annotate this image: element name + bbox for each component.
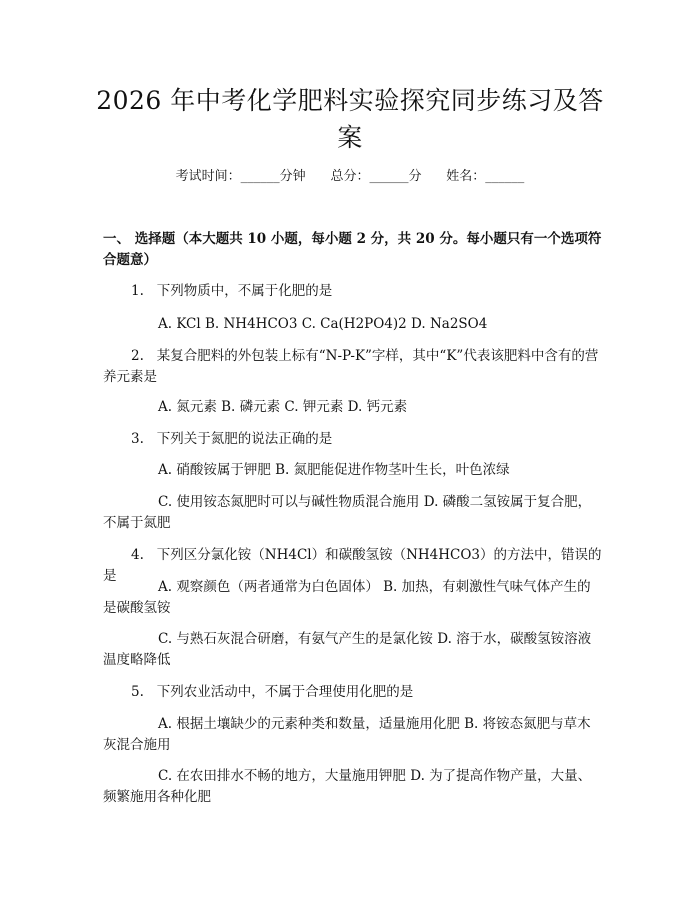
question-3-options-1: A. 硝酸铵属于钾肥 B. 氮肥能促进作物茎叶生长，叶色浓绿 — [158, 462, 510, 478]
question-5-options-1: A. 根据土壤缺少的元素种类和数量，适量施用化肥 B. 将铵态氮肥与草木灰混合施用 — [103, 716, 591, 753]
question-3-number: 3. — [131, 431, 144, 447]
question-4-options-1: A. 观察颜色（两者通常为白色固体） B. 加热，有刺激性气味气体产生的是碳酸氢铵 — [103, 579, 591, 616]
question-1-options: A. KCl B. NH4HCO3 C. Ca(H2PO4)2 D. Na2SO4 — [158, 316, 488, 332]
title-line-2: 案 — [337, 123, 363, 152]
question-4-stem: 下列区分氯化铵（NH4Cl）和碳酸氢铵（NH4HCO3）的方法中，错误的是 — [103, 547, 602, 584]
question-3 — [103, 429, 603, 450]
question-3-options-2: C. 使用铵态氮肥时可以与碱性物质混合施用 D. 磷酸二氢铵属于复合肥，不属于氮肥 — [103, 494, 592, 531]
section-1-heading: 一、 选择题（本大题共 10 小题，每小题 2 分，共 20 分。每小题只有一个选项符合题意） — [103, 231, 602, 268]
question-1 — [103, 281, 603, 302]
student-name-label: 姓名：______ — [446, 169, 525, 184]
question-4-number: 4. — [131, 547, 144, 563]
question-2-number: 2. — [131, 348, 144, 364]
question-5-options-2: C. 在农田排水不畅的地方，大量施用钾肥 D. 为了提高作物产量，大量、频繁施用各种化肥 — [103, 768, 592, 805]
question-1-stem: 下列物质中，不属于化肥的是 — [156, 283, 333, 299]
question-5-number: 5. — [131, 684, 144, 700]
question-2-stem: 某复合肥料的外包装上标有“N-P-K”字样，其中“K”代表该肥料中含有的营养元素是 — [103, 348, 599, 385]
question-1-number: 1. — [131, 283, 144, 299]
question-3-stem: 下列关于氮肥的说法正确的是 — [156, 431, 333, 447]
exam-time-label: 考试时间：______分钟 — [175, 169, 306, 184]
question-2-options: A. 氮元素 B. 磷元素 C. 钾元素 D. 钙元素 — [158, 399, 408, 415]
exam-info — [0, 168, 700, 186]
question-5-stem: 下列农业活动中，不属于合理使用化肥的是 — [156, 684, 414, 700]
total-score-label: 总分：______分 — [330, 169, 422, 184]
question-2 — [103, 346, 603, 388]
question-5 — [103, 682, 603, 703]
document-title — [90, 82, 610, 156]
title-line-1: 2026 年中考化学肥料实验探究同步练习及答 — [96, 86, 604, 115]
question-4-options-2: C. 与熟石灰混合研磨，有氨气产生的是氯化铵 D. 溶于水，碳酸氢铵溶液温度略降低 — [103, 631, 592, 668]
